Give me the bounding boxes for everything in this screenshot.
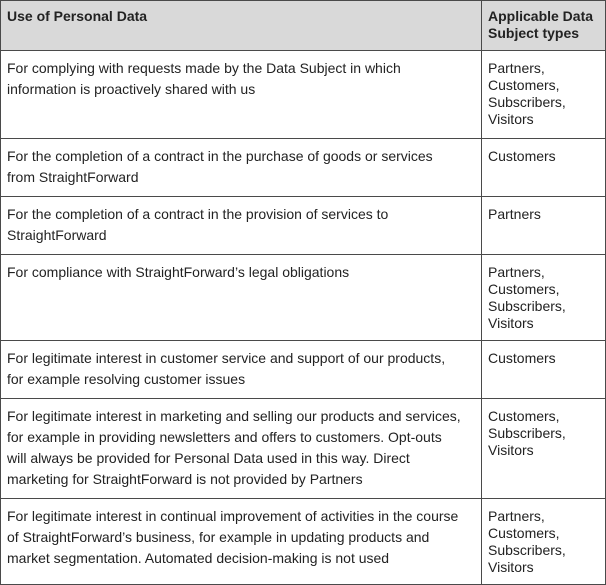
use-text: For complying with requests made by the Data Subject in which <box>7 60 401 76</box>
header-applicable-types <box>482 1 606 51</box>
use-text: For legitimate interest in customer service and support of our products, <box>7 350 446 366</box>
header-row <box>1 1 606 51</box>
use-text: market segmentation. Automated decision-making is not used <box>7 550 390 566</box>
header-types-line: Applicable Data <box>488 8 594 24</box>
types-cell <box>482 139 606 197</box>
type-item: Visitors <box>488 111 534 127</box>
use-cell <box>1 341 482 399</box>
use-text: For compliance with StraightForward’s legal obligations <box>7 264 350 280</box>
type-item: Visitors <box>488 559 534 575</box>
table-row <box>1 341 606 399</box>
type-item: Partners <box>488 206 541 222</box>
type-item: Visitors <box>488 442 534 458</box>
use-text: of StraightForward’s business, for example in updating products and <box>7 529 430 545</box>
use-text: StraightForward <box>7 227 107 243</box>
type-item: Customers, <box>488 525 560 541</box>
type-item: Subscribers, <box>488 298 566 314</box>
type-item: Visitors <box>488 315 534 331</box>
use-text: will always be provided for Personal Data used in this way. Direct <box>7 450 410 466</box>
table-row <box>1 197 606 255</box>
use-text: for example resolving customer issues <box>7 371 246 387</box>
table-row <box>1 399 606 499</box>
use-cell <box>1 139 482 197</box>
type-item: Partners, <box>488 60 545 76</box>
type-item: Subscribers, <box>488 425 566 441</box>
header-use-of-personal-data <box>1 1 482 51</box>
types-cell <box>482 255 606 341</box>
use-text: marketing for StraightForward is not provided by Partners <box>7 471 363 487</box>
use-cell <box>1 197 482 255</box>
header-use-label: Use of Personal Data <box>7 8 148 24</box>
type-item: Partners, <box>488 508 545 524</box>
type-item: Customers <box>488 350 556 366</box>
types-cell <box>482 51 606 139</box>
use-text: For the completion of a contract in the provision of services to <box>7 206 389 222</box>
type-item: Subscribers, <box>488 542 566 558</box>
types-cell <box>482 341 606 399</box>
use-text: For the completion of a contract in the purchase of goods or services <box>7 148 433 164</box>
table-row <box>1 51 606 139</box>
types-cell <box>482 399 606 499</box>
use-text: For legitimate interest in marketing and selling our products and services, <box>7 408 461 424</box>
types-cell <box>482 197 606 255</box>
table-row <box>1 499 606 585</box>
use-cell <box>1 399 482 499</box>
type-item: Customers, <box>488 77 560 93</box>
use-text: information is proactively shared with us <box>7 81 256 97</box>
table-row <box>1 139 606 197</box>
use-text: from StraightForward <box>7 169 139 185</box>
use-cell <box>1 255 482 341</box>
type-item: Customers, <box>488 281 560 297</box>
use-text: for example in providing newsletters and offers to customers. Opt-outs <box>7 429 442 445</box>
table-row <box>1 255 606 341</box>
type-item: Customers, <box>488 408 560 424</box>
types-cell <box>482 499 606 585</box>
use-cell <box>1 499 482 585</box>
use-text: For legitimate interest in continual improvement of activities in the course <box>7 508 459 524</box>
type-item: Customers <box>488 148 556 164</box>
type-item: Partners, <box>488 264 545 280</box>
use-cell <box>1 51 482 139</box>
header-types-line: Subject types <box>488 25 580 41</box>
type-item: Subscribers, <box>488 94 566 110</box>
